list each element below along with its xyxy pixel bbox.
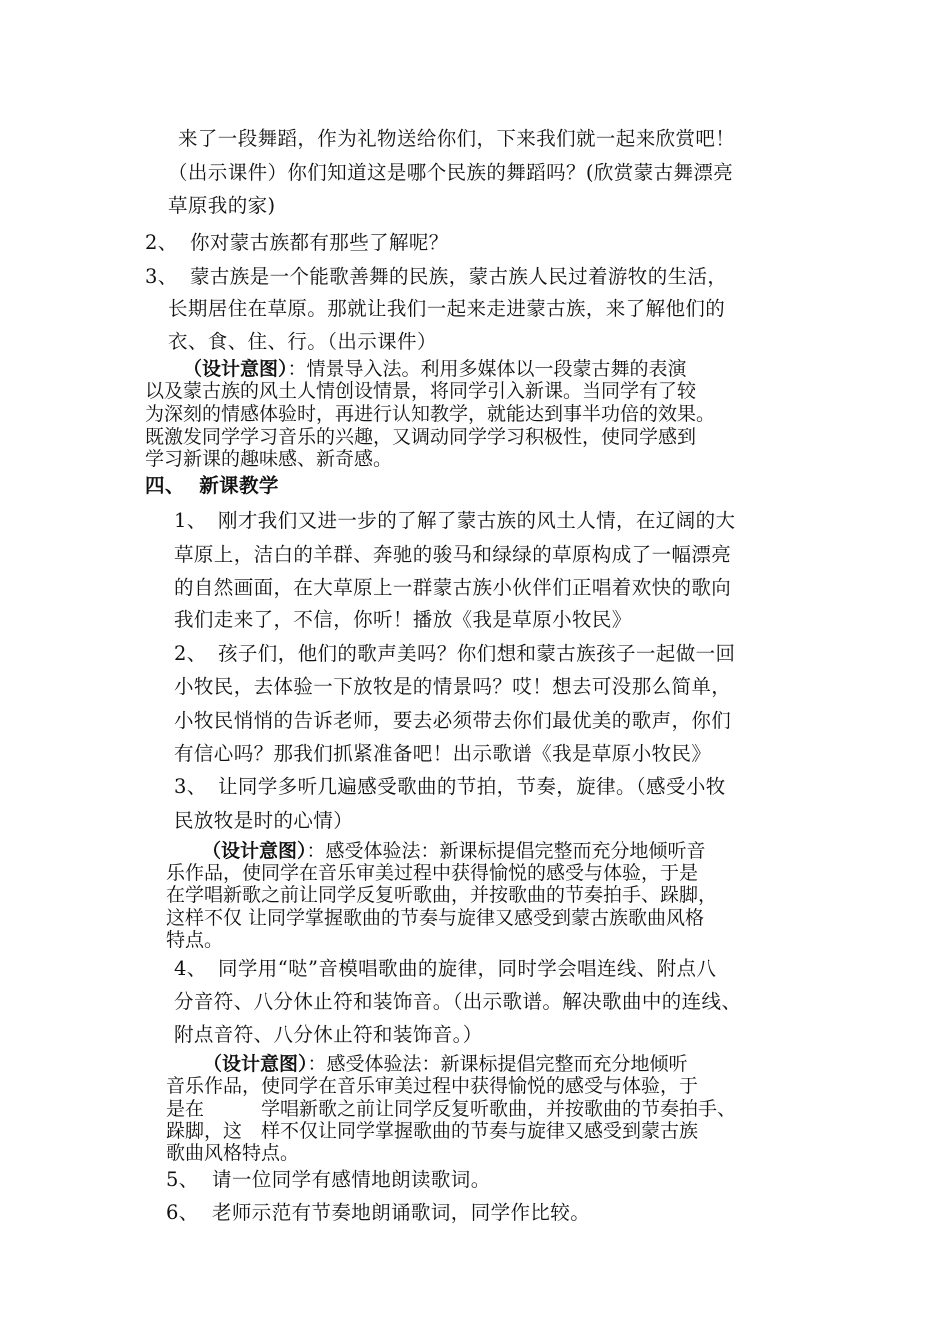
- design-intent-text: ：感受体验法：新课标提倡完整而充分地倾听: [307, 1053, 688, 1075]
- design-intent-line: 音乐作品，使同学在音乐审美过程中获得愉悦的感受与体验，于: [166, 1075, 699, 1097]
- design-intent-line: 既激发同学学习音乐的兴趣，又调动同学学习积极性，使同学感到: [145, 426, 697, 448]
- section-title: 新课教学: [199, 474, 279, 497]
- design-intent-line: 学习新课的趣味感、新奇感。: [145, 448, 393, 470]
- intro-line: 来了一段舞蹈，作为礼物送给你们，下来我们就一起来欣赏吧！: [178, 127, 736, 150]
- design-intent-line: 跺脚，这 样不仅让同学掌握歌曲的节奏与旋律又感受到蒙古族: [166, 1120, 699, 1142]
- item-line: 小牧民，去体验一下放牧是的情景吗？哎！想去可没那么简单，: [174, 675, 732, 698]
- design-intent-line: 这样不仅 让同学掌握歌曲的节奏与旋律又感受到蒙古族歌曲风格: [166, 907, 705, 929]
- design-intent-line: [203, 1054, 688, 1074]
- item-line: 分音符、八分休止符和装饰音。（出示歌谱。解决歌曲中的连线、: [174, 990, 742, 1013]
- item-number: 2、: [174, 642, 207, 665]
- design-intent-line: 在学唱新歌之前让同学反复听歌曲，并按歌曲的节奏拍手、跺脚，: [166, 884, 718, 906]
- item-line: 蒙古族是一个能歌善舞的民族，蒙古族人民过着游牧的生活，: [190, 265, 728, 288]
- item-line: 孩子们，他们的歌声美吗？你们想和蒙古族孩子一起做一回: [218, 642, 736, 665]
- design-intent-line: 特点。: [166, 929, 224, 951]
- section-number: 四、: [145, 474, 185, 497]
- item-number: 3、: [174, 775, 207, 798]
- design-intent-line: 是在 学唱新歌之前让同学反复听歌曲，并按歌曲的节奏拍手、: [166, 1098, 737, 1120]
- item-number: 6、: [166, 1201, 199, 1224]
- item-line: 附点音符、八分休止符和装饰音。）: [174, 1023, 483, 1046]
- item-line: 长期居住在草原。那就让我们一起来走进蒙古族，来了解他们的: [168, 297, 726, 320]
- item-line: 同学用“哒”音模唱歌曲的旋律，同时学会唱连线、附点八: [218, 957, 717, 980]
- design-intent-line: 乐作品，使同学在音乐审美过程中获得愉悦的感受与体验，于是: [166, 862, 699, 884]
- intro-line: 草原我的家): [168, 194, 276, 217]
- item-line: 让同学多听几遍感受歌曲的节拍，节奏，旋律。（感受小牧: [218, 775, 726, 798]
- item-line: 的自然画面，在大草原上一群蒙古族小伙伴们正唱着欢快的歌向: [174, 576, 732, 599]
- design-intent-line: 歌曲风格特点。: [166, 1142, 300, 1164]
- item-line: 老师示范有节奏地朗诵歌词，同学作比较。: [212, 1201, 591, 1224]
- design-intent-label: （设计意图）: [183, 358, 288, 380]
- item-line: 有信心吗？那我们抓紧准备吧！出示歌谱《我是草原小牧民》: [174, 742, 712, 765]
- design-intent-line: 为深刻的情感体验时，再进行认知教学，就能达到事半功倍的效果。: [145, 403, 716, 425]
- item-number: 3、: [145, 265, 178, 288]
- item-line: 民放牧是时的心情）: [174, 809, 354, 832]
- item-line: 我们走来了，不信，你听！播放《我是草原小牧民》: [174, 608, 632, 631]
- item-line: 草原上，洁白的羊群、奔驰的骏马和绿绿的草原构成了一幅漂亮: [174, 543, 732, 566]
- design-intent-line: [183, 359, 687, 379]
- design-intent-text: ：感受体验法：新课标提倡完整而充分地倾听音: [306, 840, 706, 862]
- item-line: 衣、食、住、行。（出示课件）: [168, 330, 437, 353]
- section-heading: [145, 470, 279, 498]
- item-number: 4、: [174, 957, 207, 980]
- design-intent-label: （设计意图）: [202, 840, 307, 862]
- item-line: 请一位同学有感情地朗读歌词。: [212, 1168, 491, 1191]
- item-number: 2、: [145, 231, 178, 254]
- design-intent-label: （设计意图）: [203, 1053, 308, 1075]
- design-intent-line: 以及蒙古族的风土人情创设情景，将同学引入新课。当同学有了较: [145, 380, 697, 402]
- item-line: 你对蒙古族都有那些了解呢？: [190, 231, 449, 254]
- item-line: 小牧民悄悄的告诉老师，要去必须带去你们最优美的歌声，你们: [174, 709, 732, 732]
- item-number: 5、: [166, 1168, 199, 1191]
- design-intent-line: [202, 841, 706, 861]
- design-intent-text: ：情景导入法。利用多媒体以一段蒙古舞的表演: [287, 358, 687, 380]
- item-number: 1、: [174, 509, 207, 532]
- intro-line: （出示课件）你们知道这是哪个民族的舞蹈吗？(欣赏蒙古舞漂亮: [168, 161, 734, 184]
- item-line: 刚才我们又进一步的了解了蒙古族的风土人情，在辽阔的大: [218, 509, 736, 532]
